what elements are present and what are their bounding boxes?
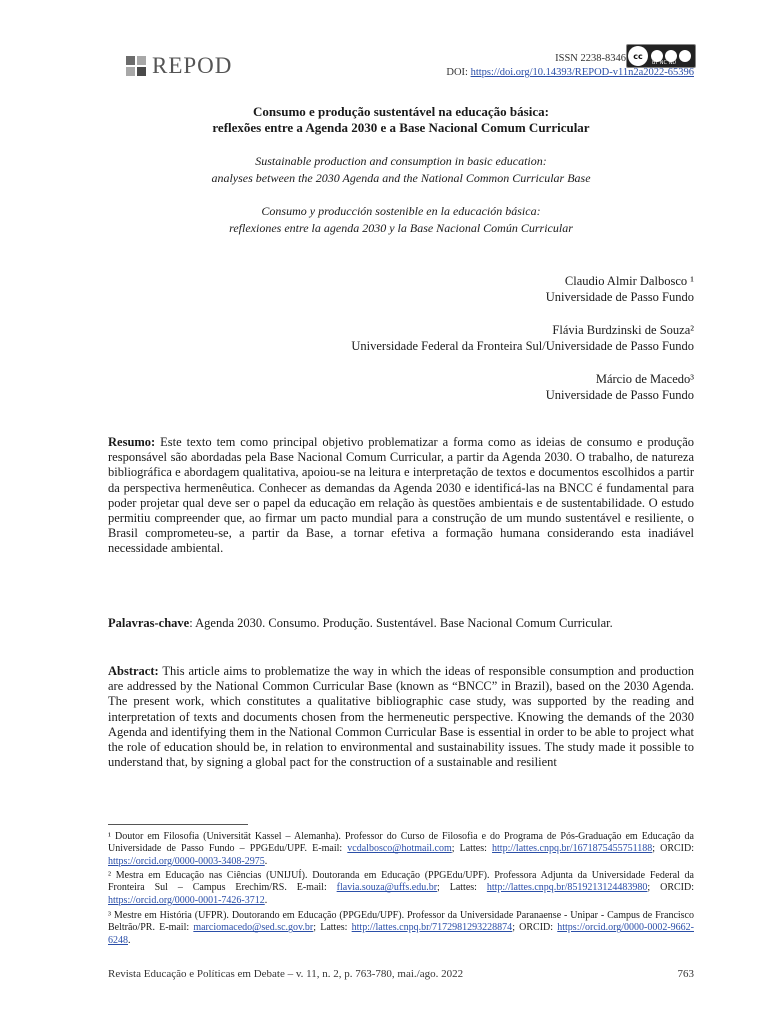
title-en-line1: Sustainable production and consumption in basic education: — [255, 154, 547, 168]
abstract-paragraph — [108, 664, 694, 770]
footnote-end: . — [264, 855, 268, 867]
license-subtitle: BY NC ND — [652, 60, 677, 66]
abstract-text: This article aims to problematize the way in which the ideas of responsible consumption and production are addressed by the National Common Curricular Base (known as “BNCC” in Brazil), based on the 2030 Agenda. The present work, which constitutes a qualitative bibliographic case study, was supported by the reading and interpretation of texts and documents chosen from the hermeneutic perspective. Knowing the demands of the 2030 Agenda and identifying them in the National Common Curricular Base is essential in order to be able to project what the role of education should be, in relation to environmental and sustainability issues. The study made it possible to understand that, by signing a global pact for the construction of a sustainable and resilient — [108, 664, 694, 770]
journal-citation: Revista Educação e Políticas em Debate – v. 11, n. 2, p. 763-780, mai./ago. 2022 — [108, 968, 464, 980]
lattes-label: ; Lattes: — [313, 922, 352, 934]
title-en-line2: analyses between the 2030 Agenda and the National Common Curricular Base — [211, 171, 591, 185]
resumo-label: Resumo: — [108, 435, 156, 449]
author-affiliation: Universidade Federal da Fronteira Sul/Universidade de Passo Fundo — [351, 339, 694, 353]
title-pt-line1: Consumo e produção sustentável na educação básica: — [253, 104, 549, 119]
repod-logo-icon — [126, 56, 146, 76]
author-affiliation: Universidade de Passo Fundo — [545, 388, 694, 402]
author-name: Flávia Burdzinski de Souza² — [552, 323, 694, 337]
title-en — [108, 153, 694, 187]
page-number: 763 — [677, 968, 694, 980]
orcid-link[interactable]: https://orcid.org/0000-0002-9662-6248 — [108, 922, 694, 946]
keywords-text: : Agenda 2030. Consumo. Produção. Sustentável. Base Nacional Comum Curricular. — [189, 616, 613, 630]
author-1 — [546, 273, 694, 305]
orcid-link[interactable]: https://orcid.org/0000-0001-7426-3712 — [108, 894, 265, 906]
abstract-label: Abstract: — [108, 664, 159, 678]
footnote-text: ³ Mestre em História (UFPR). Doutorando em Educação (PPGEdu/UPF). Professor da Universidade Paranaense - Unipar - Campus de Francisco Beltrão/PR. E-mail: — [108, 910, 694, 934]
footnote-end: . — [128, 934, 131, 946]
lattes-link[interactable]: http://lattes.cnpq.br/1671875455751188 — [492, 843, 653, 855]
author-affiliation: Universidade de Passo Fundo — [545, 290, 694, 304]
footnote-text: ¹ Doutor em Filosofia (Universität Kassel – Alemanha). Professor do Curso de Filosofia e do Programa de Pós-Graduação em Educação da Universidade de Passo Fundo – PPGEdu/UPF. E-mail: — [108, 831, 694, 855]
title-es-line1: Consumo y producción sostenible en la educación básica: — [261, 204, 541, 218]
doi-label: DOI: — [446, 67, 468, 78]
journal-logo-text: REPOD — [152, 53, 233, 78]
title-es-line2: reflexiones entre la agenda 2030 y la Base Nacional Común Curricular — [229, 221, 573, 235]
email-link[interactable]: flavia.souza@uffs.edu.br — [336, 882, 438, 894]
keywords-paragraph — [108, 616, 694, 631]
creative-commons-license-icon[interactable] — [626, 44, 696, 68]
nd-icon — [679, 50, 691, 62]
lattes-label: ; Lattes: — [437, 882, 487, 894]
footnote-1 — [108, 831, 694, 868]
footnote-text: ² Mestra em Educação nas Ciências (UNIJUÍ). Doutoranda em Educação (PPGEdu/UPF). Professora Adjunta da Universidade Federal da Fronteira Sul – Campus Erechim/RS. E-mail: — [108, 870, 694, 894]
email-link[interactable]: marciomacedo@sed.sc.gov.br — [193, 922, 314, 934]
keywords-label: Palavras-chave — [108, 616, 190, 630]
footnote-divider — [108, 824, 248, 825]
lattes-label: ; Lattes: — [451, 843, 493, 855]
title-pt — [108, 104, 694, 136]
journal-logo — [126, 53, 232, 79]
orcid-label: ; ORCID: — [512, 922, 558, 934]
author-3 — [546, 371, 694, 403]
author-name: Claudio Almir Dalbosco ¹ — [564, 274, 694, 288]
orcid-label: ; ORCID: — [652, 843, 695, 855]
author-2 — [351, 322, 694, 354]
footnote-3 — [108, 910, 694, 947]
doi-link[interactable]: https://doi.org/10.14393/REPOD-v11n2a2022-65396 — [470, 67, 694, 78]
resumo-paragraph — [108, 435, 694, 557]
lattes-link[interactable]: http://lattes.cnpq.br/7172981293228874 — [351, 922, 513, 934]
title-pt-line2: reflexões entre a Agenda 2030 e a Base Nacional Comum Curricular — [212, 120, 590, 135]
footnote-end: . — [264, 894, 268, 906]
lattes-link[interactable]: http://lattes.cnpq.br/8519213124483980 — [486, 882, 648, 894]
footnote-2 — [108, 870, 694, 907]
cc-badge: cc — [628, 46, 648, 66]
title-es — [108, 203, 694, 237]
email-link[interactable]: vcdalbosco@hotmail.com — [347, 843, 452, 855]
orcid-link[interactable]: https://orcid.org/0000-0003-3408-2975 — [108, 855, 265, 867]
resumo-text: Este texto tem como principal objetivo problematizar a forma como as ideias de consumo e produção responsável são abordadas pela Base Nacional Comum Curricular, a partir da Agenda 2030. O trabalho, de natureza bibliográfica e abordagem qualitativa, apoiou-se na leitura e interpretação de textos e documentos escolhidos a partir da perspectiva hermenêutica. Conhecer as demandas da Agenda 2030 e identificá-las na BNCC é fundamental para poder projetar qual deve ser o papel da educação em relação às questões ambientais e de sustentabilidade. O estudo permitiu compreender que, ao firmar um pacto mundial para a construção de um mundo sustentável e resiliente, o Brasil comprometeu-se, a partir da Base, a tornar efetiva a formação humana considerando esta inadiável necessidade ambiental. — [108, 435, 694, 556]
page-footer — [108, 968, 694, 980]
issn: ISSN 2238-8346 — [555, 53, 626, 64]
author-name: Márcio de Macedo³ — [595, 372, 694, 386]
orcid-label: ; ORCID: — [647, 882, 694, 894]
doi-line — [446, 67, 694, 78]
